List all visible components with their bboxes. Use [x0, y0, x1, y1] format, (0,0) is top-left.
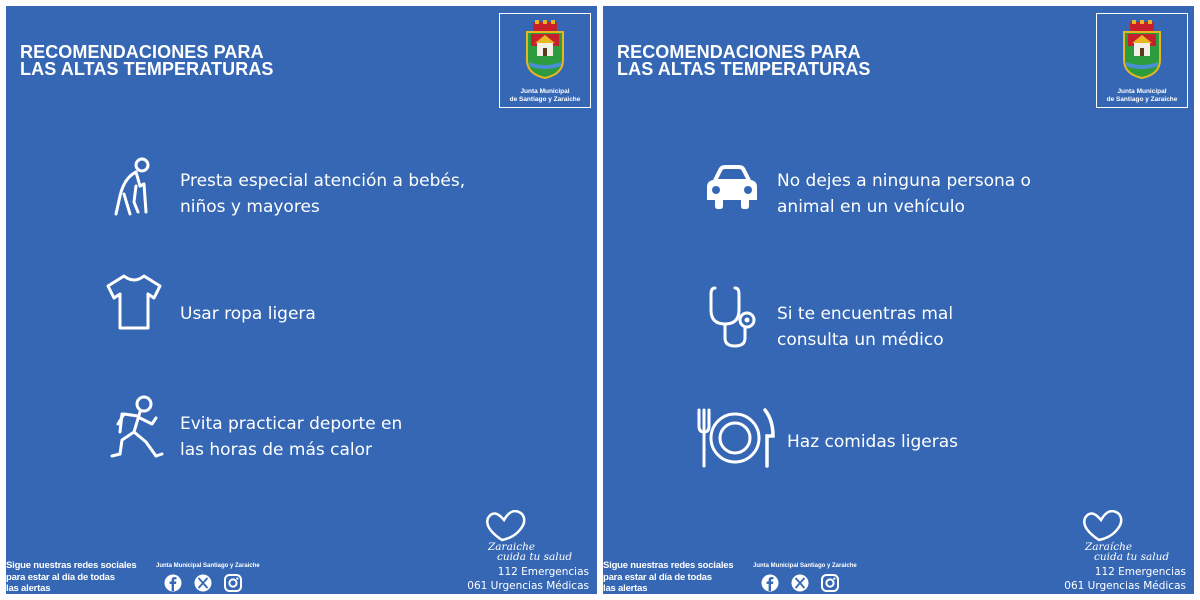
municipal-crest — [499, 13, 591, 108]
runner-icon — [106, 394, 166, 466]
recommendation-text — [180, 168, 465, 220]
recommendation-line: Evita practicar deporte en — [180, 414, 403, 434]
social-prompt-line: para estar al día de todas — [6, 571, 115, 583]
facebook-icon[interactable] — [164, 574, 182, 592]
elderly-person-icon — [106, 156, 164, 216]
recommendation-line: Presta especial atención a bebés, — [180, 171, 466, 191]
car-icon — [703, 162, 761, 212]
social-prompt-line: Sigue nuestras redes sociales — [603, 560, 734, 571]
plate-cutlery-icon — [695, 406, 775, 468]
crest-caption-line-1: Junta Municipal — [520, 88, 570, 95]
title-line-1: RECOMENDACIONES PARA — [617, 42, 861, 62]
facebook-icon[interactable] — [761, 574, 779, 592]
social-icons — [161, 574, 241, 592]
brand-logo — [1075, 510, 1195, 566]
recommendation-text — [180, 411, 402, 463]
crest-caption — [500, 88, 590, 104]
brand-line-1: Zaraíche — [1085, 541, 1133, 553]
social-prompt-line: las alertas — [603, 583, 648, 594]
brand-line-2: cuida tu salud — [1094, 551, 1170, 563]
stethoscope-icon — [707, 284, 767, 350]
recommendation-text — [180, 301, 316, 327]
phone-line: 061 Urgencias Médicas — [1064, 580, 1186, 592]
municipal-crest — [1096, 13, 1188, 108]
recommendation-line: No dejes a ninguna persona o — [777, 171, 1031, 191]
recommendation-line: Si te encuentras mal — [777, 304, 954, 324]
coat-of-arms-icon — [519, 20, 571, 86]
brand-text — [1085, 542, 1169, 562]
brand-logo — [478, 510, 598, 566]
recommendation-line: las horas de más calor — [180, 440, 373, 460]
brand-line-2: cuida tu salud — [497, 551, 573, 563]
emergency-phones — [467, 565, 589, 593]
social-prompt — [6, 560, 156, 595]
social-prompt-line: para estar al día de todas — [603, 571, 712, 583]
recommendation-line: animal en un vehículo — [777, 197, 965, 217]
recommendation-text — [777, 168, 1031, 220]
social-prompt-line: Sigue nuestras redes sociales — [6, 560, 137, 571]
emergency-phones — [1064, 565, 1186, 593]
coat-of-arms-icon — [1116, 20, 1168, 86]
panel-left — [6, 6, 597, 594]
recommendation-text — [777, 301, 953, 353]
panel-right — [603, 6, 1194, 594]
phone-line: 112 Emergencias — [497, 566, 589, 578]
recommendation-line: Haz comidas ligeras — [787, 432, 958, 452]
recommendation-line: Usar ropa ligera — [180, 304, 316, 324]
x-icon[interactable] — [194, 574, 212, 592]
brand-text — [488, 542, 572, 562]
t-shirt-icon — [106, 272, 162, 332]
heart-icon — [1079, 510, 1139, 544]
social-prompt-line: las alertas — [6, 583, 51, 594]
page-title — [617, 44, 947, 78]
title-line-2: LAS ALTAS TEMPERATURAS — [20, 59, 274, 79]
x-icon[interactable] — [791, 574, 809, 592]
title-line-1: RECOMENDACIONES PARA — [20, 42, 264, 62]
social-account-name: Junta Municipal Santiago y Zaraiche — [156, 563, 260, 569]
social-account-name: Junta Municipal Santiago y Zaraiche — [753, 563, 857, 569]
recommendation-text — [787, 429, 958, 455]
title-line-2: LAS ALTAS TEMPERATURAS — [617, 59, 871, 79]
recommendation-line: consulta un médico — [777, 330, 944, 350]
instagram-icon[interactable] — [821, 574, 839, 592]
crest-caption-line-2: de Santiago y Zaraiche — [509, 96, 581, 103]
crest-caption-line-1: Junta Municipal — [1117, 88, 1167, 95]
crest-caption-line-2: de Santiago y Zaraiche — [1106, 96, 1178, 103]
social-icons — [758, 574, 838, 592]
crest-caption — [1097, 88, 1187, 104]
brand-line-1: Zaraiche — [488, 541, 536, 553]
recommendation-line: niños y mayores — [180, 197, 320, 217]
phone-line: 112 Emergencias — [1094, 566, 1186, 578]
phone-line: 061 Urgencias Médicas — [467, 580, 589, 592]
page-title — [20, 44, 350, 78]
social-prompt — [603, 560, 753, 595]
heart-icon — [482, 510, 542, 544]
instagram-icon[interactable] — [224, 574, 242, 592]
